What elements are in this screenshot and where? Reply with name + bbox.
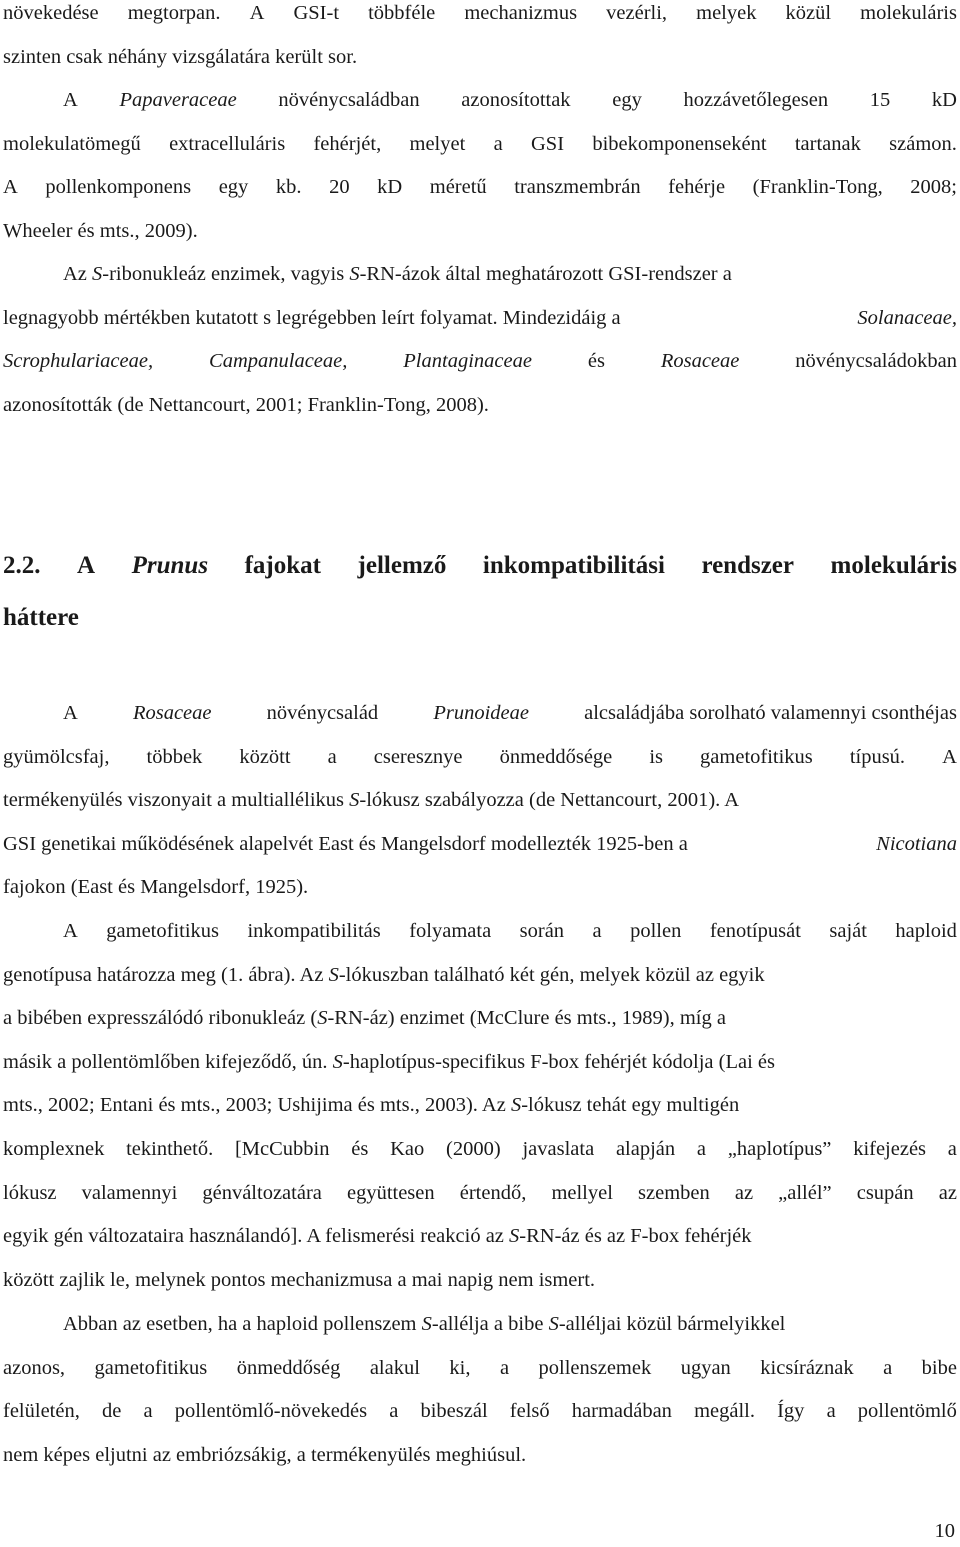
word: melyek (696, 2, 757, 24)
word: a (327, 745, 337, 768)
word: ugyan (680, 1356, 731, 1379)
text-span: fajokon (East és Mangelsdorf, 1925). (3, 876, 309, 899)
word: kb. (275, 176, 302, 199)
text-span: termékenyülés viszonyait a multiallélikus S-lókusz szabályozza (de Nettancourt, 2001). A (3, 789, 740, 812)
text-line (3, 866, 957, 910)
word: A (249, 2, 265, 24)
text-span: azonosították (de Nettancourt, 2001; Franklin-Tong, 2008). (3, 393, 489, 416)
text-line (3, 1084, 957, 1128)
word: inkompatibilitási (482, 552, 665, 579)
word: ki, (449, 1356, 471, 1379)
word: az (734, 1181, 754, 1204)
text-line (3, 1303, 957, 1347)
word: javaslata (522, 1137, 595, 1160)
word: jellemző (357, 552, 447, 579)
word: növekedése (3, 2, 99, 24)
word: A (63, 89, 78, 111)
word: kD (377, 176, 403, 199)
word: mellyel (551, 1181, 613, 1204)
paragraph-papaveraceae (3, 79, 957, 253)
word: többféle (368, 2, 436, 24)
word: génváltozatára (202, 1181, 322, 1204)
section-number: 2.2. (3, 552, 41, 579)
heading-line (3, 540, 957, 592)
word: pollen (630, 920, 682, 942)
word: pollentömlő (857, 1400, 957, 1423)
text-span: másik a pollentömlőben kifejeződő, ún. S-haplotípus-specifikus F-box fehérjét kódolja (Lai és (3, 1050, 775, 1073)
text-span: Abban az esetben, ha a haploid pollenszem S-allélja a bibe S-alléljai közül bármelyikkel (63, 1313, 786, 1335)
text-line (3, 79, 957, 123)
word: mechanizmus (464, 2, 578, 24)
word: „haplotípus” (727, 1137, 832, 1160)
text-span: a bibében expresszálódó ribonukleáz (S-RN-áz) enzimet (McClure és mts., 1989), míg a (3, 1007, 726, 1030)
text-line (3, 1128, 957, 1172)
text-line (3, 1347, 957, 1391)
word: haploid (895, 920, 957, 942)
word: önmeddőség (236, 1356, 341, 1379)
text-line (3, 1434, 957, 1478)
word: lókusz (3, 1181, 57, 1204)
word: többek (146, 745, 203, 768)
word: inkompatibilitás (247, 920, 381, 942)
taxon-name: Rosaceae (132, 702, 212, 724)
word: komplexnek (3, 1137, 105, 1160)
word: bibe (921, 1356, 957, 1379)
text-line (3, 340, 957, 384)
word: molekuláris (830, 552, 957, 579)
taxon-name: Prunus (131, 552, 209, 579)
word: „allél” (778, 1181, 832, 1204)
text-span: Wheeler és mts., 2009). (3, 219, 198, 242)
word: a (143, 1400, 153, 1423)
word: az (938, 1181, 957, 1204)
taxon-name: Nicotiana (876, 832, 957, 855)
word: egy (612, 89, 642, 111)
word: is (649, 745, 664, 768)
word: azonosítottak (461, 89, 571, 111)
text-line (3, 779, 957, 823)
text-line (3, 997, 957, 1041)
text-line (3, 823, 957, 867)
word: molekuláris (860, 2, 957, 24)
word: a (883, 1356, 893, 1379)
word: szemben (638, 1181, 710, 1204)
text-line (3, 1215, 957, 1259)
paragraph-s-rnase (3, 253, 957, 427)
word: harmadában (571, 1400, 672, 1423)
word: méretű (429, 176, 487, 199)
word: alapján (615, 1137, 676, 1160)
word: növénycsalád (266, 702, 379, 724)
paragraph-abban (3, 1303, 957, 1477)
word: fehérje (668, 176, 726, 199)
word: növénycsaládban (278, 89, 420, 111)
word: pollentömlő-növekedés (174, 1400, 368, 1423)
word: saját (829, 920, 867, 942)
page-number: 10 (934, 1520, 955, 1542)
word: Így (777, 1400, 805, 1423)
paragraph-continuation (3, 0, 957, 79)
text-line (3, 1172, 957, 1216)
word: kifejezés (853, 1137, 927, 1160)
word: vezérli, (606, 2, 668, 24)
word: számon. (889, 132, 957, 155)
word: transzmembrán (514, 176, 641, 199)
word: 15 (869, 89, 891, 111)
text-line (3, 736, 957, 780)
text-span: GSI genetikai működésének alapelvét East és Mangelsdorf modellezték 1925-ben a (3, 832, 688, 855)
word: önmeddősége (499, 745, 613, 768)
word: felső (509, 1400, 550, 1423)
word: 20 (329, 176, 350, 199)
text-line (3, 384, 957, 428)
text-line (3, 954, 957, 998)
word: alakul (369, 1356, 420, 1379)
word: 2008; (910, 176, 957, 199)
word: típusú. (849, 745, 906, 768)
word: felületén, (3, 1400, 80, 1423)
text-line (3, 210, 957, 254)
text-span: szinten csak néhány vizsgálatára került sor. (3, 45, 358, 68)
word: a (592, 920, 602, 942)
text-span: háttere (3, 604, 79, 631)
word: kicsíráznak (760, 1356, 854, 1379)
taxon-name: Scrophulariaceae, (3, 350, 154, 373)
word: a (947, 1137, 957, 1160)
text-span: egyik gén változataira használandó]. A felismerési reakció az S-RN-áz és az F-box fehérjék (3, 1225, 752, 1248)
text-line (3, 692, 957, 736)
text-span: genotípusa határozza meg (1. ábra). Az S-lókuszban található két gén, melyek közül az egyik (3, 963, 765, 986)
word: a (499, 1356, 510, 1379)
word: tartanak (794, 132, 861, 155)
word: növénycsaládokban (795, 350, 957, 373)
word: kD (931, 89, 957, 111)
word: GSI-t (293, 2, 340, 24)
word: bibekomponenseként (592, 132, 767, 155)
paragraph-rosaceae (3, 692, 957, 910)
word: fenotípusát (709, 920, 801, 942)
word: A (77, 552, 96, 579)
word: fajokat (244, 552, 321, 579)
word: melyet (409, 132, 466, 155)
word: (Franklin-Tong, (752, 176, 883, 199)
word: molekulatömegű (3, 132, 141, 155)
word: együttesen (346, 1181, 435, 1204)
word: cseresznye (373, 745, 463, 768)
word: GSI (531, 132, 565, 155)
word: hozzávetőlegesen (683, 89, 829, 111)
word: rendszer (701, 552, 795, 579)
text-line (3, 0, 957, 36)
word: a (493, 132, 503, 155)
text-line (3, 910, 957, 954)
paragraph-gametophytic (3, 910, 957, 1302)
word: és (351, 1137, 369, 1160)
text-span: legnagyobb mértékben kutatott s legrégebben leírt folyamat. Mindezidáig a (3, 306, 621, 329)
word: egy (218, 176, 249, 199)
taxon-name: Campanulaceae, (209, 350, 348, 373)
word: A (63, 920, 78, 942)
text-line (3, 1390, 957, 1434)
text-span: között zajlik le, melynek pontos mechanizmusa a mai napig nem ismert. (3, 1268, 596, 1291)
word: gametofitikus (94, 1356, 208, 1379)
text-span: Az S-ribonukleáz enzimek, vagyis S-RN-ázok által meghatározott GSI-rendszer a (63, 263, 732, 285)
word: (2000) (446, 1137, 501, 1160)
word: a (696, 1137, 707, 1160)
word: fehérjét, (313, 132, 382, 155)
taxon-name: Rosaceae (660, 350, 740, 373)
word: de (101, 1400, 122, 1423)
word: során (519, 920, 565, 942)
word: extracelluláris (169, 132, 286, 155)
taxon-name: Prunoideae (433, 702, 529, 724)
word: gametofitikus (106, 920, 220, 942)
word: valamennyi (81, 1181, 178, 1204)
word: tekinthető. (126, 1137, 214, 1160)
word: a (389, 1400, 399, 1423)
word: gametofitikus (700, 745, 813, 768)
text-line (3, 253, 957, 297)
heading-line (3, 592, 957, 644)
word: között (239, 745, 291, 768)
taxon-name: Plantaginaceae (403, 350, 532, 373)
text-span: alcsaládjába sorolható valamennyi csonthéjas (584, 702, 957, 724)
text-line (3, 166, 957, 210)
word: csupán (856, 1181, 914, 1204)
word: A (63, 702, 78, 724)
word: a (826, 1400, 836, 1423)
section-heading (3, 540, 957, 644)
word: pollenszemek (538, 1356, 652, 1379)
word: megtorpan. (127, 2, 221, 24)
word: Kao (390, 1137, 425, 1160)
text-line (3, 1041, 957, 1085)
word: [McCubbin (234, 1137, 330, 1160)
text-line (3, 297, 957, 341)
word: pollenkomponens (45, 176, 192, 199)
word: azonos, (3, 1356, 66, 1379)
taxon-name: Solanaceae, (857, 306, 957, 329)
text-line (3, 36, 957, 80)
word: A (3, 176, 18, 199)
word: bibeszál (420, 1400, 488, 1423)
text-span: nem képes eljutni az embriózsákig, a termékenyülés meghiúsul. (3, 1443, 527, 1466)
text-line (3, 123, 957, 167)
word: közül (785, 2, 832, 24)
word: A (942, 745, 957, 768)
word: gyümölcsfaj, (3, 745, 110, 768)
word: megáll. (694, 1400, 755, 1423)
text-line (3, 1259, 957, 1303)
word: folyamata (409, 920, 492, 942)
word: és (587, 350, 605, 373)
word: értendő, (459, 1181, 527, 1204)
taxon-name: Papaveraceae (119, 89, 237, 111)
text-span: mts., 2002; Entani és mts., 2003; Ushijima és mts., 2003). Az S-lókusz tehát egy multigén (3, 1094, 740, 1117)
